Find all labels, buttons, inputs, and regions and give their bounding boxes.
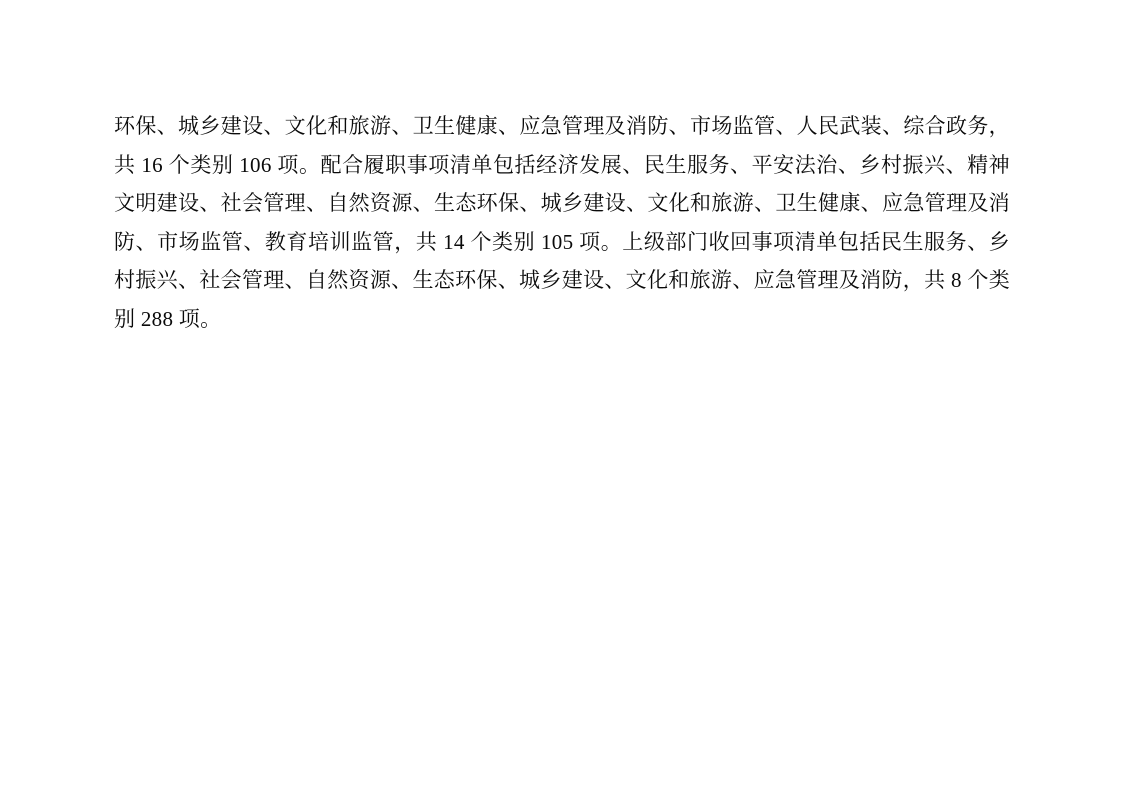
paragraph-line: 别 288 项。 <box>114 306 222 331</box>
paragraph-line: 共 16 个类别 106 项。配合履职事项清单包括经济发展、民生服务、平安法治、乡村振兴、精神 <box>114 152 1010 177</box>
body-paragraph <box>114 107 1010 339</box>
paragraph-line: 防、市场监管、教育培训监管，共 14 个类别 105 项。上级部门收回事项清单包括民生服务、乡 <box>114 229 1010 254</box>
paragraph-line: 村振兴、社会管理、自然资源、生态环保、城乡建设、文化和旅游、应急管理及消防，共 8 个类 <box>114 268 1010 293</box>
paragraph-line: 环保、城乡建设、文化和旅游、卫生健康、应急管理及消防、市场监管、人民武装、综合政务， <box>114 114 1010 138</box>
paragraph-line: 文明建设、社会管理、自然资源、生态环保、城乡建设、文化和旅游、卫生健康、应急管理及消 <box>114 191 1010 216</box>
